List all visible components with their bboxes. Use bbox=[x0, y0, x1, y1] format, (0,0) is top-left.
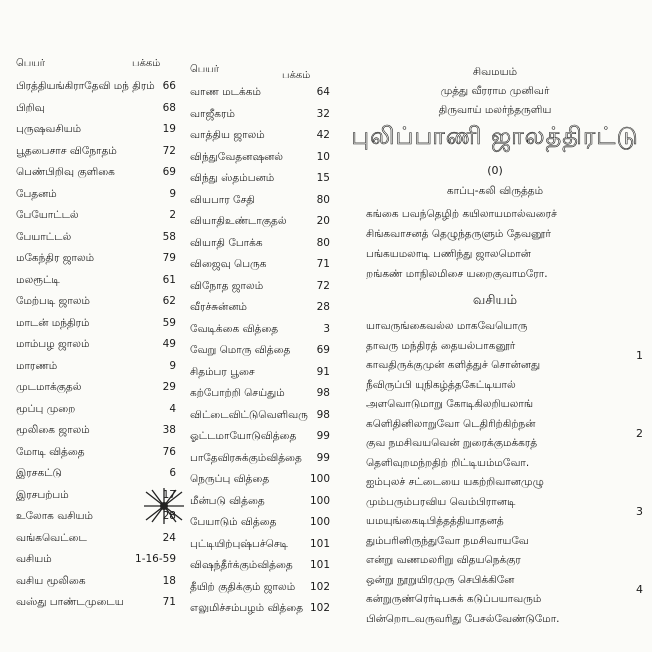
index-entry-name: வேடிக்கை வித்தை bbox=[190, 322, 279, 335]
index-entry-page: 38 bbox=[162, 424, 176, 436]
index-entry-name: பேயாட்டல் bbox=[16, 230, 72, 243]
index-entry-name: விஷந்தீர்க்கும்வித்தை bbox=[190, 559, 293, 571]
index-entry-name: தீயிற் குதிக்கும் ஜாலம் bbox=[190, 580, 296, 593]
verse-line: காவதிருக்குமுன் களித்துச் சொன்னது bbox=[366, 359, 541, 371]
index-entry-page: 64 bbox=[316, 86, 330, 98]
index-entry-page: 66 bbox=[162, 80, 176, 92]
invocation-text: சிவமயம் bbox=[472, 66, 518, 78]
index-left-page-header: பக்கம் bbox=[132, 58, 161, 69]
index-entry-page: 72 bbox=[316, 279, 330, 292]
verse-line: தும்பரினிருந்துவோ நமசிவாயவே bbox=[366, 534, 529, 547]
index-entry-name: மலரூட்டி bbox=[16, 273, 60, 286]
index-entry-page: 28 bbox=[316, 301, 330, 313]
index-entry-page: 101 bbox=[309, 537, 330, 550]
index-entry-name: கற்போற்றி செய்தும் bbox=[190, 387, 285, 399]
index-entry-page: 71 bbox=[316, 258, 330, 270]
by-line: திருவாய் மலர்ந்தருளிய bbox=[438, 104, 552, 116]
index-right-page-header: பக்கம் bbox=[282, 70, 311, 81]
kappu-heading: காப்பு-கலி விருத்தம் bbox=[446, 185, 544, 197]
index-entry-page: 10 bbox=[316, 150, 330, 163]
index-entry-name: மோடி வித்தை bbox=[16, 445, 85, 458]
index-entry-name: வியபார சேதி bbox=[190, 193, 255, 206]
index-entry-name: பூதபைசாச விநோதம் bbox=[16, 144, 117, 157]
index-entry-page: 15 bbox=[316, 172, 330, 184]
verse-line: ஐம்புலச் சட்டையை யகற்றிவானமுழு bbox=[366, 476, 544, 488]
index-entry-name: புருஷவசியம் bbox=[16, 123, 82, 135]
kappu-line: கங்கை பவந்தெழிற் கயிலாயமால்வரைச் bbox=[366, 208, 557, 220]
verse-line: மும்பரும்பரவிய வெம்பிரானடி bbox=[366, 495, 516, 508]
index-entry-page: 69 bbox=[162, 166, 176, 178]
index-entry-name: இரசபற்பம் bbox=[16, 488, 69, 501]
index-entry-name: வாஜீகரம் bbox=[190, 107, 235, 120]
index-entry-page: 9 bbox=[169, 359, 176, 372]
index-entry-page: 69 bbox=[316, 344, 330, 356]
index-entry-page: 101 bbox=[309, 559, 330, 571]
index-entry-name: விந்துவேதனஷனல் bbox=[190, 150, 283, 163]
verse-number: 2 bbox=[636, 426, 643, 440]
index-entry-page: 2 bbox=[169, 209, 176, 221]
verse-line: குவ நமசிவயவென் றுரைக்குமக்கரத் bbox=[366, 437, 538, 449]
index-entry-name: எலுமிச்சம்பழம் வித்தை bbox=[190, 602, 304, 614]
index-entry-name: மேற்படி ஜாலம் bbox=[16, 295, 90, 307]
verse-line: தாவரு மந்திரத் தையல்பாகனூர் bbox=[366, 339, 516, 352]
index-entry-name: வாத்திய ஜாலம் bbox=[190, 129, 265, 141]
index-entry-name: வங்கவெட்டை bbox=[16, 531, 87, 544]
index-entry-page: 68 bbox=[162, 101, 176, 114]
index-entry-page: 80 bbox=[316, 193, 330, 206]
index-entry-page: 98 bbox=[316, 408, 330, 421]
verse-number: 1 bbox=[636, 348, 643, 362]
index-entry-name: இரசகட்டு bbox=[16, 467, 62, 479]
index-entry-name: மாடன் மந்திரம் bbox=[16, 316, 90, 329]
poem-section bbox=[350, 58, 650, 625]
kappu-line: பங்கயமலாடி பணிந்து ஜாலமொன் bbox=[366, 248, 531, 260]
index-entry-name: விந்து ஸ்தம்பனம் bbox=[190, 172, 275, 184]
index-entry-page: 19 bbox=[162, 123, 176, 135]
index-entry-page: 29 bbox=[162, 381, 176, 393]
index-entry-page: 6 bbox=[169, 467, 176, 479]
index-entry-name: வியாதி போக்க bbox=[190, 236, 263, 249]
book-title: புலிப்பாணி ஜாலத்திரட்டு bbox=[351, 122, 639, 150]
verse-line: யாவருங்கைவல்ல மாகவேயொரு bbox=[366, 320, 528, 332]
index-entry-name: வசிய மூலிகை bbox=[16, 574, 86, 587]
index-entry-page: 80 bbox=[316, 236, 330, 249]
index-entry-page: 18 bbox=[162, 574, 176, 587]
index-entry-page: 20 bbox=[316, 215, 330, 227]
verse-line: தெளிவுறமந்றதிற் றிட்டியம்மவோ. bbox=[366, 456, 530, 469]
vasiyam-heading: வசியம் bbox=[472, 293, 518, 308]
index-entry-page: 24 bbox=[162, 531, 176, 544]
index-left-name-header: பெயர் bbox=[16, 58, 46, 69]
index-entry-page: 58 bbox=[162, 230, 176, 243]
index-entry-page: 71 bbox=[162, 596, 176, 608]
index-entry-page: 17 bbox=[162, 488, 176, 501]
index-entry-name: மாம்பழ ஜாலம் bbox=[16, 338, 90, 350]
index-entry-name: மூலிகை ஜாலம் bbox=[16, 424, 90, 436]
verse-line: அளவொடுமாறு கோடிகிலறியலாங் bbox=[366, 398, 534, 410]
index-entry-name: விட்டைவிட்டுவெளிவரு bbox=[190, 408, 308, 421]
index-entry-page: 99 bbox=[316, 451, 330, 464]
index-entry-name: நெருப்பு வித்தை bbox=[190, 473, 270, 485]
index-entry-name: முடமாக்குதல் bbox=[16, 381, 82, 393]
index-right-name-header: பெயர் bbox=[190, 64, 220, 75]
verse-line: நீவிருப்பி யுநிகழ்த்தகேட்டியால் bbox=[366, 378, 516, 391]
index-entry-name: சிதம்பர பூசை bbox=[190, 365, 255, 378]
index-entry-page: 100 bbox=[309, 473, 330, 485]
index-entry-name: ஓட்டமாயோடுவித்தை bbox=[190, 430, 297, 442]
index-entry-name: பாதேவிரசுக்கும்வித்தை bbox=[190, 451, 302, 464]
index-entry-name: மூப்பு முறை bbox=[16, 402, 76, 415]
index-entry-name: வீரச்சுன்னம் bbox=[190, 301, 247, 313]
index-entry-page: 61 bbox=[162, 273, 176, 286]
kappu-line: றங்கண் மாநிலமிசை யறைகுவாமரோ. bbox=[366, 268, 548, 280]
index-entry-page: 49 bbox=[162, 338, 176, 350]
floral-ornament-icon bbox=[142, 486, 186, 526]
verse-line: யமயுங்கைடிபித்தத்தியாதனத் bbox=[366, 515, 504, 527]
index-entry-name: புட்டியிற்புஷ்பச்செடி bbox=[190, 537, 288, 550]
verse-line: என்று வணமலரிறு விதயநெக்குர bbox=[366, 554, 521, 566]
verse-line: பின்றொடவருவரிது பேசல்வேண்டுமோ. bbox=[366, 612, 560, 625]
index-entry-name: பேதனம் bbox=[16, 187, 57, 200]
index-entry-name: வஸ்து பாண்டமுடைய bbox=[16, 596, 124, 608]
index-entry-name: பெண்பிறிவு குளிகை bbox=[16, 166, 115, 178]
index-entry-name: வாண மடக்கம் bbox=[190, 86, 261, 98]
index-entry-page: 1-16-59 bbox=[135, 553, 176, 565]
index-entry-page: 3 bbox=[323, 322, 330, 335]
index-entry-name: வசியம் bbox=[16, 553, 52, 565]
index-entry-page: 28 bbox=[162, 510, 176, 522]
index-entry-page: 79 bbox=[162, 252, 176, 264]
index-entry-name: வேறு மொரு வித்தை bbox=[190, 344, 291, 356]
index-table bbox=[14, 58, 344, 618]
index-entry-page: 102 bbox=[309, 602, 330, 614]
verse-number: 4 bbox=[636, 582, 643, 596]
index-entry-page: 76 bbox=[162, 445, 176, 458]
index-entry-page: 100 bbox=[309, 494, 330, 507]
index-entry-name: மீன்படு வித்தை bbox=[190, 494, 265, 507]
verse-line: களெிதினிலாறுவோ டெதிரிற்கிற்நன் bbox=[366, 417, 536, 430]
kappu-line: சிங்கவாசனத் தெழுந்தருளும் தேவனூர் bbox=[366, 228, 552, 240]
verse-line: ஒன்று நூறுயிரமுரு செபிக்கினே bbox=[366, 573, 515, 586]
index-entry-page: 42 bbox=[316, 129, 330, 141]
index-entry-page: 91 bbox=[316, 365, 330, 378]
index-entry-page: 32 bbox=[316, 107, 330, 120]
index-entry-name: வியாதிஉண்டாகுதல் bbox=[190, 215, 287, 227]
index-entry-page: 9 bbox=[169, 187, 176, 200]
index-entry-page: 59 bbox=[162, 316, 176, 329]
index-entry-name: பேயோட்டல் bbox=[16, 209, 79, 221]
index-entry-name: மகேந்திர ஜாலம் bbox=[16, 252, 95, 264]
index-entry-page: 72 bbox=[162, 144, 176, 157]
index-entry-page: 100 bbox=[309, 516, 330, 528]
index-entry-page: 99 bbox=[316, 430, 330, 442]
verse-number: 3 bbox=[636, 504, 643, 518]
author-line: முத்து வீரராம முனிவர் bbox=[440, 85, 550, 97]
index-entry-page: 4 bbox=[169, 402, 176, 415]
index-entry-page: 62 bbox=[162, 295, 176, 307]
section-mark: (0) bbox=[487, 164, 503, 177]
index-entry-name: மாரணம் bbox=[16, 359, 58, 372]
index-entry-name: விஜைவு பெருக bbox=[190, 258, 267, 270]
index-entry-name: விநோத ஜாலம் bbox=[190, 279, 264, 292]
index-entry-page: 102 bbox=[309, 580, 330, 593]
index-entry-name: உலோக வசியம் bbox=[16, 510, 93, 522]
verse-line: கன்றுருண்ரெர்டிபசுக் கடுப்பயாவரும் bbox=[366, 593, 542, 605]
index-entry-name: பேயாடும் வித்தை bbox=[190, 516, 277, 528]
index-entry-page: 98 bbox=[316, 387, 330, 399]
index-entry-name: பிறிவு bbox=[16, 101, 45, 114]
index-entry-name: பிரத்தியங்கிராதேவி மந் திரம் bbox=[16, 80, 155, 92]
